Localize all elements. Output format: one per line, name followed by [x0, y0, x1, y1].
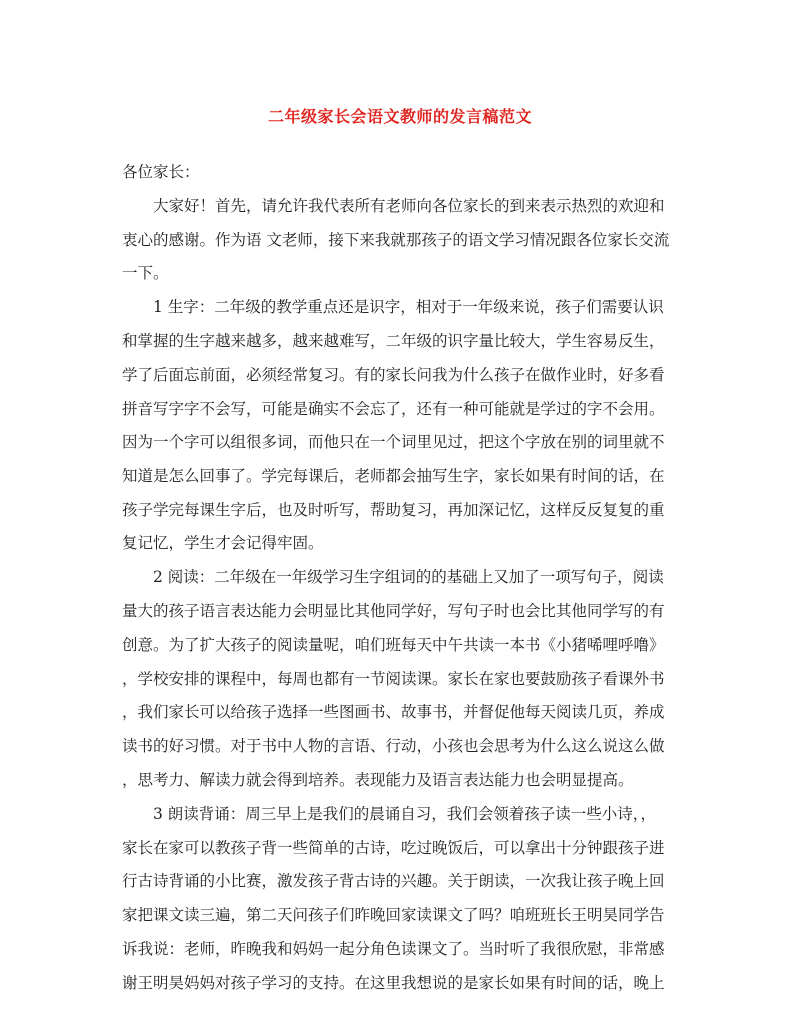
- body-line-10: 孩子学完每课生字后，也及时听写，帮助复习，再加深记忆，这样反反复复的重: [122, 501, 665, 519]
- body-line-12: 2 阅读：二年级在一年级学习生字组词的的基础上又加了一项写句子，阅读: [153, 568, 664, 586]
- body-line-5: 和掌握的生字越来越多，越来越难写，二年级的识字量比较大，学生容易反生，: [122, 332, 665, 350]
- body-line-13: 量大的孩子语言表达能力会明显比其他同学好，写句子时也会比其他同学写的有: [122, 602, 665, 620]
- body-line-19: 3 朗读背诵：周三早上是我们的晨诵自习，我们会领着孩子读一些小诗，，: [153, 805, 657, 823]
- body-line-3: 一下。: [122, 264, 169, 282]
- document-title: 二年级家长会语文教师的发言稿范文: [267, 107, 532, 126]
- body-line-11: 复记忆，学生才会记得牢固。: [122, 534, 324, 552]
- body-line-15: ，学校安排的课程中，每周也都有一节阅读课。家长在家也要鼓励孩子看课外书: [122, 670, 665, 688]
- body-line-22: 家把课文读三遍，第二天问孩子们昨晚回家读课文了吗？咱班班长王明昊同学告: [122, 906, 665, 924]
- body-line-4: 1 生字：二年级的教学重点还是识字，相对于一年级来说，孩子们需要认识: [153, 298, 664, 316]
- body-line-20: 家长在家可以教孩子背一些简单的古诗，吃过晚饭后，可以拿出十分钟跟孩子进: [122, 839, 665, 857]
- body-line-21: 行古诗背诵的小比赛，激发孩子背古诗的兴趣。关于朗读，一次我让孩子晚上回: [122, 872, 665, 890]
- body-line-17: 读书的好习惯。对于书中人物的言语、行动，小孩也会思考为什么这么说这么做: [122, 737, 665, 755]
- body-line-2: 衷心的感谢。作为语 文老师，接下来我就那孩子的语文学习情况跟各位家长交流: [122, 231, 670, 249]
- body-line-14: 创意。为了扩大孩子的阅读量呢，咱们班每天中午共读一本书《小猪唏哩呼噜》: [122, 636, 665, 654]
- body-line-16: ，我们家长可以给孩子选择一些图画书、故事书，并督促他每天阅读几页，养成: [122, 703, 665, 721]
- body-line-24: 谢王明昊妈妈对孩子学习的支持。在这里我想说的是家长如果有时间的话，晚上: [122, 974, 665, 992]
- body-line-9: 知道是怎么回事了。学完每课后，老师都会抽写生字，家长如果有时间的话，在: [122, 467, 665, 485]
- body-line-18: ，思考力、解读力就会得到培养。表现能力及语言表达能力也会明显提高。: [122, 771, 634, 789]
- salutation: 各位家长：: [122, 163, 200, 181]
- body-line-23: 诉我说：老师，昨晚我和妈妈一起分角色读课文了。当时听了我很欣慰，非常感: [122, 940, 665, 958]
- body-line-1: 大家好！首先，请允许我代表所有老师向各位家长的到来表示热烈的欢迎和: [153, 197, 665, 215]
- body-line-8: 因为一个字可以组很多词，而他只在一个词里见过，把这个字放在别的词里就不: [122, 433, 665, 451]
- body-line-6: 学了后面忘前面，必须经常复习。有的家长问我为什么孩子在做作业时，好多看: [122, 366, 665, 384]
- body-line-7: 拼音写字字不会写，可能是确实不会忘了，还有一种可能就是学过的字不会用。: [122, 400, 665, 418]
